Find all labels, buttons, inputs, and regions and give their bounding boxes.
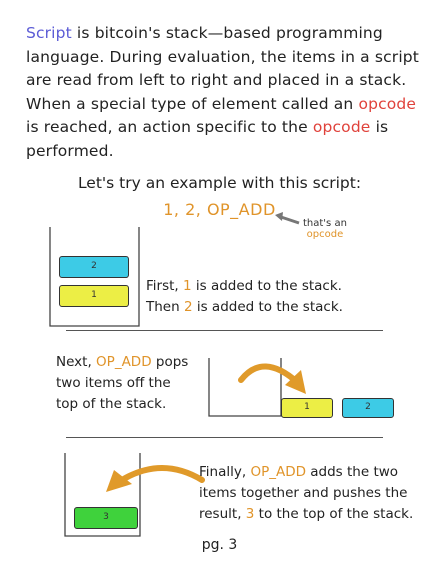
annotation-arrow-icon — [272, 210, 302, 230]
intro-paragraph: Script is bitcoin's stack—based programming language. During evaluation, the items in a script are read from left to right and placed in a stack. When a special type of element called an opcode is reached, an action specific to the opcode is performed. — [26, 24, 419, 160]
step1-text: First, 1 is added to the stack. Then 2 is added to the stack. — [146, 278, 343, 315]
example-heading: Let's try an example with this script: — [77, 174, 362, 192]
divider — [66, 330, 383, 331]
annotation-note: that's an opcode — [303, 218, 347, 240]
stack-block-2: 2 — [59, 256, 129, 278]
example-script: 1, 2, OP_ADD — [163, 200, 276, 219]
script-term: Script — [26, 24, 72, 42]
push-arrow-icon — [122, 468, 202, 480]
popped-block-2: 2 — [342, 398, 394, 418]
stack-block-1: 1 — [59, 285, 129, 307]
opcode-term: opcode — [358, 94, 417, 113]
opcode-term: opcode — [312, 118, 371, 136]
pop-arrow-icon — [241, 366, 297, 382]
divider — [66, 437, 383, 438]
step3-text: Finally, OP_ADD adds the two items together and pushes the result, 3 to the top of the stack. — [199, 464, 414, 522]
result-block-3: 3 — [74, 507, 138, 529]
popped-block-1: 1 — [281, 398, 333, 418]
page-number: pg. 3 — [201, 537, 238, 553]
step2-text: Next, OP_ADD pops two items off the top of the stack. — [56, 354, 189, 412]
